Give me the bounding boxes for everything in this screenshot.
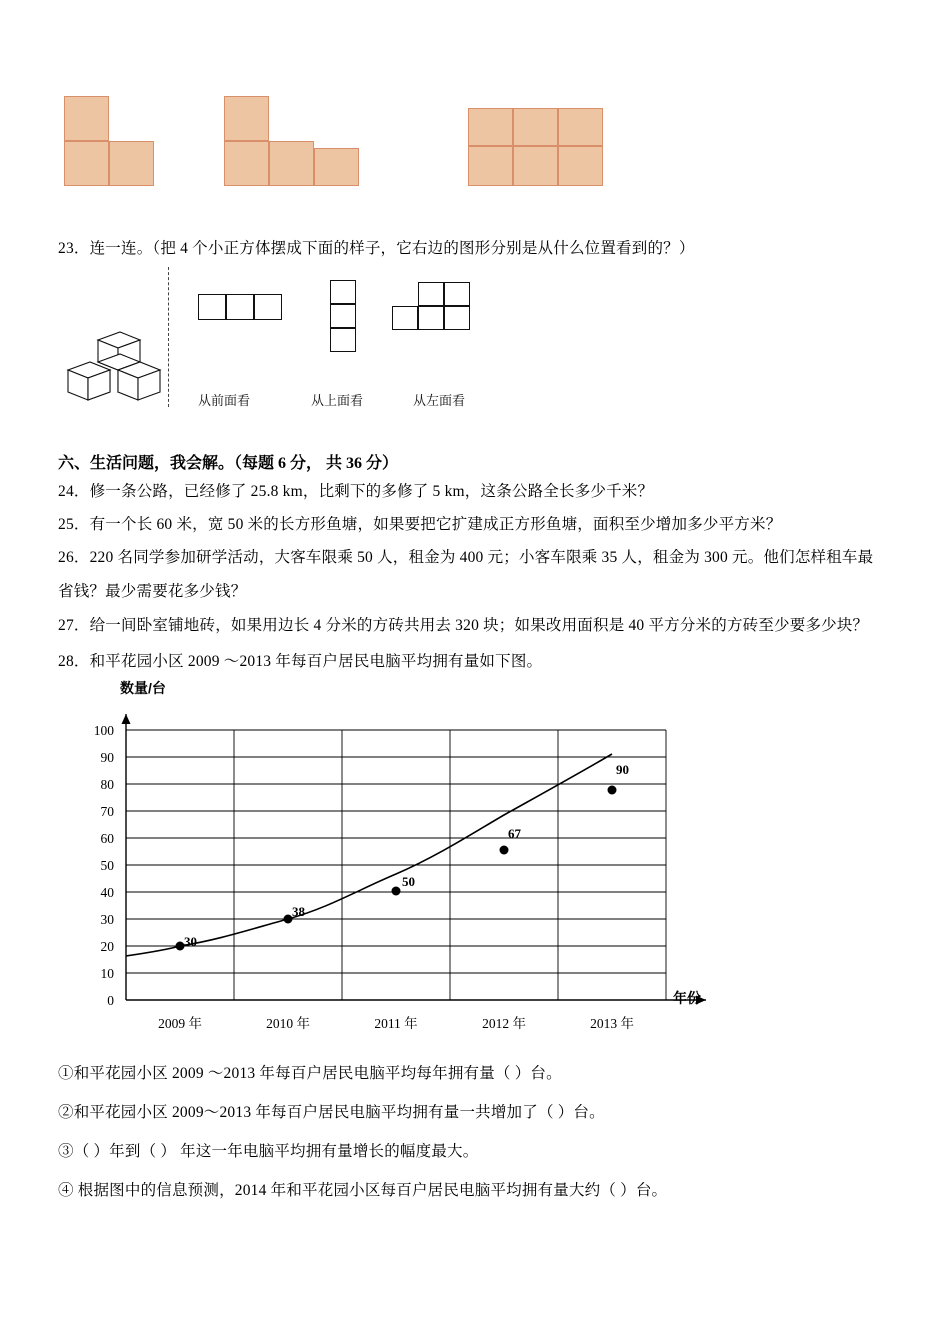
view-cell: [198, 294, 226, 320]
view-cell: [418, 306, 444, 330]
point-label-2013: 90: [616, 762, 629, 777]
y-tick-40: 40: [100, 885, 114, 900]
cube-cell: [64, 96, 109, 141]
sub-question-2: ②和平花园小区 2009～2013 年每百户居民电脑平均拥有量一共增加了（ ）台。: [58, 1104, 605, 1121]
chart-y-axis-title: 数量/台: [120, 680, 166, 696]
cube-cell: [109, 141, 154, 186]
cube-cell: [269, 141, 314, 186]
question-26-text-line2: 省钱？最少需要花多少钱？: [58, 583, 247, 600]
point-label-2011: 50: [402, 874, 415, 889]
y-tick-80: 80: [100, 777, 114, 792]
top-shapes-row: [58, 96, 892, 204]
point-label-2009: 30: [184, 934, 197, 949]
view-label-front: 从前面看: [198, 393, 251, 408]
question-24-text: 24．修一条公路，已经修了 25.8 km，比剩下的多修了 5 km，这条公路全长多少千米？: [58, 483, 654, 500]
computer-ownership-line-chart: [58, 678, 758, 1038]
cube-cell: [224, 96, 269, 141]
point-label-2012: 67: [508, 826, 521, 841]
view-cell: [330, 328, 356, 352]
data-point-2012: [500, 846, 509, 855]
y-tick-0: 0: [107, 993, 114, 1008]
view-cell: [418, 282, 444, 306]
x-tick-2009: 2009 年: [158, 1016, 202, 1031]
y-tick-10: 10: [100, 966, 114, 981]
question-23-diagram: [58, 262, 898, 422]
cube-cell: [513, 108, 558, 146]
cube-cell: [64, 141, 109, 186]
chart-plot-area: [58, 678, 718, 1038]
y-tick-90: 90: [100, 750, 114, 765]
view-cell: [254, 294, 282, 320]
question-23-text: 23．连一连。（把 4 个小正方体摆成下面的样子，它右边的图形分别是从什么位置看到的？）: [58, 240, 695, 257]
cube-solid-drawing: [58, 322, 168, 417]
y-tick-100: 100: [93, 723, 114, 738]
view-label-left: 从左面看: [413, 393, 466, 408]
view-cell: [444, 306, 470, 330]
data-point-2013: [608, 786, 617, 795]
question-25-text: 25．有一个长 60 米，宽 50 米的长方形鱼塘，如果要把它扩建成正方形鱼塘，面积至少增加多少平方米？: [58, 516, 782, 533]
view-cell: [330, 304, 356, 328]
cube-cell: [314, 148, 359, 186]
point-label-2010: 38: [292, 904, 305, 919]
x-tick-2010: 2010 年: [266, 1016, 310, 1031]
view-label-top: 从上面看: [311, 393, 364, 408]
view-cell: [392, 306, 418, 330]
x-tick-2011: 2011 年: [374, 1016, 418, 1031]
view-cell: [330, 280, 356, 304]
cube-cell: [558, 146, 603, 186]
question-27-text: 27．给一间卧室铺地砖，如果用边长 4 分米的方砖共用去 320 块；如果改用面积是 40 平方分米的方砖至少要多少块？: [58, 617, 869, 634]
y-tick-50: 50: [100, 858, 114, 873]
question-28-text: 28．和平花园小区 2009 ～2013 年每百户居民电脑平均拥有量如下图。: [58, 653, 543, 670]
data-point-2011: [392, 887, 401, 896]
section-heading-six: 六、生活问题，我会解。（每题 6 分， 共 36 分）: [58, 455, 399, 472]
cube-cell: [468, 146, 513, 186]
y-tick-70: 70: [100, 804, 114, 819]
view-cell: [444, 282, 470, 306]
sub-question-4: ④ 根据图中的信息预测，2014 年和平花园小区每百户居民电脑平均拥有量大约（ ）台。: [58, 1182, 668, 1199]
x-tick-2012: 2012 年: [482, 1016, 526, 1031]
y-tick-60: 60: [100, 831, 114, 846]
divider-dashed-line: [168, 267, 169, 407]
y-tick-20: 20: [100, 939, 114, 954]
cube-cell: [468, 108, 513, 146]
chart-x-axis-title: 年份: [673, 990, 701, 1006]
y-tick-30: 30: [100, 912, 114, 927]
x-tick-2013: 2013 年: [590, 1016, 634, 1031]
cube-cell: [558, 108, 603, 146]
question-26-text-line1: 26．220 名同学参加研学活动，大客车限乘 50 人，租金为 400 元；小客车限乘 35 人，租金为 300 元。他们怎样租车最: [58, 549, 874, 566]
sub-question-1: ①和平花园小区 2009 ～2013 年每百户居民电脑平均每年拥有量（ ）台。: [58, 1065, 562, 1082]
sub-question-3: ③（ ）年到（ ） 年这一年电脑平均拥有量增长的幅度最大。: [58, 1143, 479, 1160]
view-cell: [226, 294, 254, 320]
cube-cell: [224, 141, 269, 186]
cube-cell: [513, 146, 558, 186]
